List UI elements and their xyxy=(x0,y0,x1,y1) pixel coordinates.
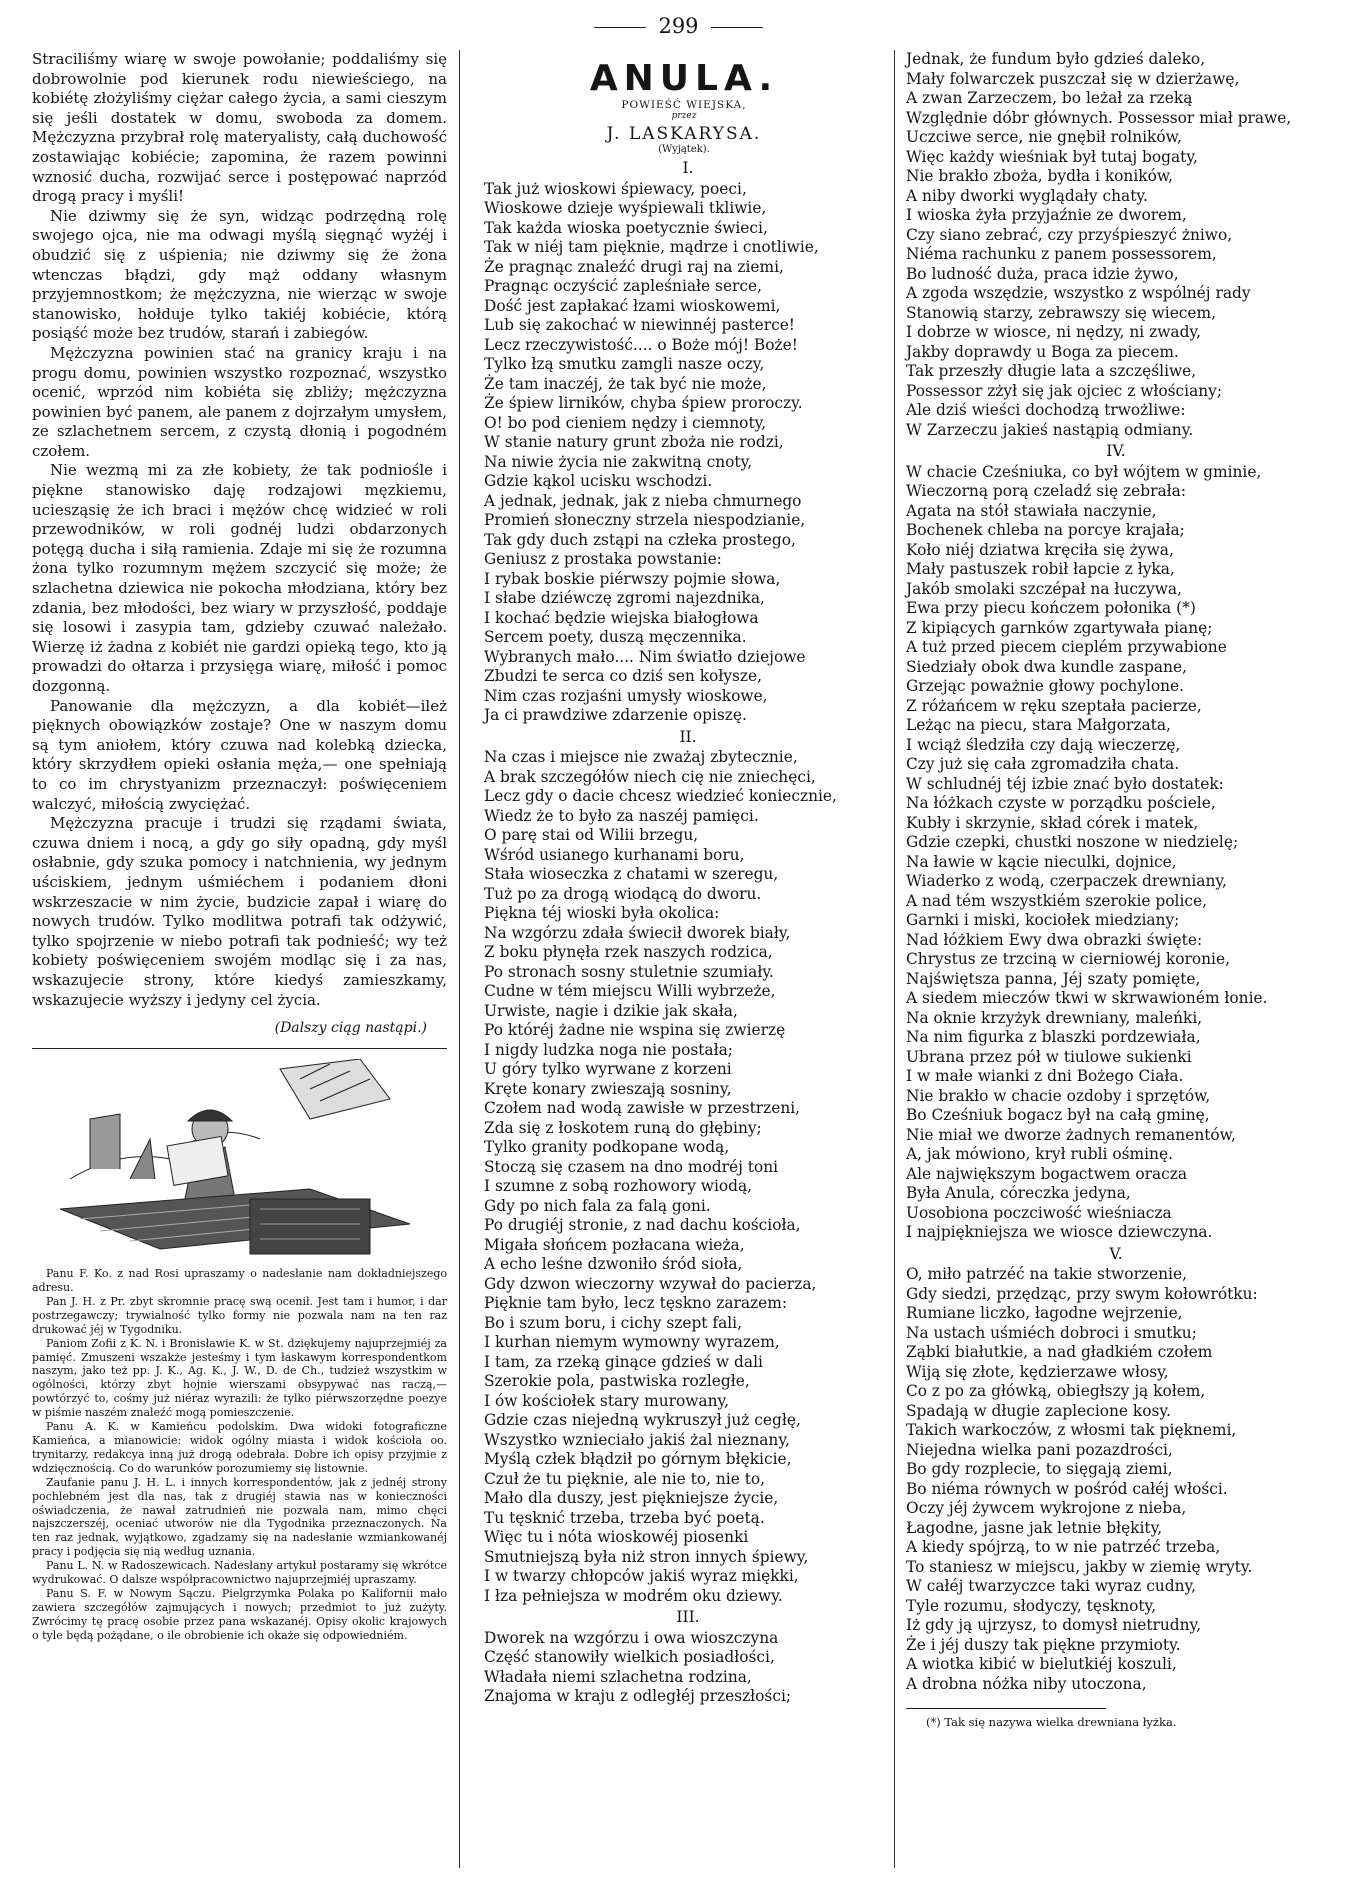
verse-line: I dobrze w wiosce, ni nędzy, ni zwady, xyxy=(906,323,1201,341)
verse-line: Tylko granity podkopane wodą, xyxy=(484,1138,730,1156)
section-number: IV. xyxy=(1106,442,1126,460)
verse-line: Bochenek chleba na porcye krajała; xyxy=(906,521,1185,539)
paragraph: Mężczyzna pracuje i trudzi się rządami świata, czuwa dniem i nocą, a gdy go siły opadną, gdy myśl osłabnie, gdy szuka pomocy i natchnienia, wy jednym uściskiem, jednym uśmiéchem i podaniem dłoni wskrzeszacie w nim życie, budzicie zapał i wiarę do nowych trudów. Tylko modlitwa potrafi tak odżywić, tylko spojrzenie w niebo potrafi tak podnieść; wy też kobiety poświęceniem swojém modląc się i za nas, wskazujecie strony, które kiedyś zamieszkamy, wskazujecie wyższy i jedyny cel życia. xyxy=(32,814,447,1009)
verse-line: A echo leśne dzwoniło śród sioła, xyxy=(484,1255,743,1273)
verse-line: I szumne z sobą rozhowory wiodą, xyxy=(484,1177,753,1195)
verse-line: Czuł że tu pięknie, ale nie to, nie to, xyxy=(484,1469,766,1488)
verse-line: W chacie Cześniuka, co był wójtem w gminie, xyxy=(906,462,1262,481)
verse-line: A jednak, jednak, jak z nieba chmurnego xyxy=(484,491,802,510)
verse-line: Bo Cześniuk bogacz był na całą gminę, xyxy=(906,1106,1210,1124)
verse-line: A niby dworki wyglądały chaty. xyxy=(906,186,1148,205)
note: Panu L. N. w Radoszewicach. Nadesłany artykuł postaramy się wkrótce wydrukować. O dalsze współpracownictwo najuprzejmiéj upraszamy. xyxy=(32,1559,447,1587)
verse-line: Ale dziś wieści dochodzą trwożliwe: xyxy=(906,401,1186,419)
verse-line: Wiaderko z wodą, czerpaczek drewniany, xyxy=(906,872,1227,890)
section-number: I. xyxy=(682,159,694,177)
verse-line: O, miło patrzéć na takie stworzenie, xyxy=(906,1265,1187,1283)
verse-line: Ząbki białutkie, a nad gładkiém czołem xyxy=(906,1343,1213,1361)
verse-line: Promień słoneczny strzela niespodzianie, xyxy=(484,511,806,529)
verse-line: Migała słońcem pozłacana wieża, xyxy=(484,1235,745,1254)
verse-line: Takich warkoczów, z włosmi tak pięknemi, xyxy=(906,1421,1237,1439)
excerpt-note: (Wyjątek). xyxy=(658,144,710,155)
verse-line: Z boku płynęła rzek naszych rodzica, xyxy=(484,943,773,961)
author: J. LASKARYSA. xyxy=(606,124,762,144)
verse-line: Po stronach sosny stuletnie szumiały. xyxy=(484,962,774,981)
verse-line: Wybranych mało.... Nim światło dziejowe xyxy=(484,647,806,666)
poem-title: ANULA. xyxy=(589,58,779,99)
verse-line: Cudne w tém miejscu Willi wybrzeże, xyxy=(484,982,776,1000)
footnote: (*) Tak się nazywa wielka drewniana łyżka. xyxy=(926,1715,1177,1729)
verse-line: Koło niéj dziatwa kręciła się żywa, xyxy=(906,540,1174,559)
verse-line: Ale największym bogactwem oracza xyxy=(906,1164,1188,1183)
verse-line: Chrystus ze trzciną w cierniowéj koronie, xyxy=(906,950,1230,968)
verse-line: Mały folwarczek puszczał się w dzierżawę, xyxy=(906,69,1240,88)
verse-line: I tam, za rzeką ginące gdzieś w dali xyxy=(484,1352,763,1371)
verse-line: Rumiane liczko, łagodne wejrzenie, xyxy=(906,1304,1183,1322)
verse-line: I wioska żyła przyjaźnie ze dworem, xyxy=(906,206,1187,224)
verse-line: Tyle rozumu, słodyczy, tęsknoty, xyxy=(906,1596,1157,1615)
paragraph: Straciliśmy wiarę w swoje powołanie; poddaliśmy się dobrowolnie pod kierunek rodu niewieściego, na kobiétę złożyliśmy ciężar całego życia, a sami cieszym się jeśli dostatek w domu, swoboda za domem. Mężczyzna przybrał rolę materyalisty, całą duchowość zostawiając kobiécie; zapomina, że razem powinni wznosić ducha, rozwijać serce i postępować naprzód drogą pracy i myśli! xyxy=(32,50,447,206)
verse-line: Uosobiona poczciwość wieśniacza xyxy=(906,1203,1172,1222)
note: Pan J. H. z Pr. zbyt skromnie pracę swą ocenił. Jest tam i humor, i dar postrzegawczy; trywialność tylko formy nie pozwala nam na ten raz drukować jéj w Tygodniku. xyxy=(32,1294,447,1336)
verse-line: I wciąż śledziła czy dają wieczerzę, xyxy=(906,735,1181,754)
verse-line: A zwan Zarzeczem, bo leżał za rzeką xyxy=(906,89,1193,107)
verse-line: Tak każda wioska poetycznie świeci, xyxy=(484,218,768,237)
verse-line: Łagodne, jasne jak letnie błękity, xyxy=(906,1518,1163,1537)
by-line: przez xyxy=(671,111,697,121)
verse-line: Tak w niéj tam pięknie, mądrze i cnotliwie, xyxy=(484,238,819,256)
verse-line: Lecz gdy o dacie chcesz wiedzieć koniecznie, xyxy=(484,787,837,805)
paragraph: Panowanie dla mężczyzn, a dla kobiét—ileż pięknych obowiązków zostaje? One w naszym domu są tym aniołem, który czuwa nad kolebką dziecka, który skrzydłem opieki osłania męża,— one spełniają to co im chrystyanizm przeznaczył: poświęceniem walczyć, miłością zwyciężać. xyxy=(32,696,447,813)
middle-column xyxy=(476,50,892,1707)
verse-line: Czy już się cała zgromadziła chata. xyxy=(906,755,1180,773)
verse-line: Że tam inaczéj, że tak być nie może, xyxy=(484,374,767,393)
verse-line: Smutniejszą była niż stron innych śpiewy, xyxy=(484,1547,809,1566)
verse-line: I w twarzy chłopców jakiś wyraz miękki, xyxy=(484,1567,799,1585)
section-number: V. xyxy=(1109,1244,1123,1263)
right-column xyxy=(906,50,1326,1729)
verse-line: Z kipiących garnków zgartywała pianę; xyxy=(906,618,1213,637)
verse-line: Lecz rzeczywistość.... o Boże mój! Boże! xyxy=(484,335,798,354)
verse-line: O! bo pod cieniem nędzy i ciemnoty, xyxy=(484,413,767,432)
verse-line: Więc tu i nóta wioskowéj piosenki xyxy=(484,1528,749,1546)
verse-line: Gdy siedzi, przędząc, przy swym kołowrótku: xyxy=(906,1284,1258,1303)
verse-line: A brak szczegółów niech cię nie zniechęci, xyxy=(484,767,816,786)
verse-line: Iż gdy ją ujrzysz, to domysł nietrudny, xyxy=(906,1616,1202,1634)
note: Zaufanie panu J. H. L. i innych korrespondentów, jak z jednéj strony pochlebném jest dla nas, tak z drugiéj stawia nas w konieczności oświadczenia, że nawał zatrudnień nie pozwala nam, mimo chęci najszczerszéj, oceniać utworów nie dla Tygodnika przeznaczonych. Na ten raz jednak, wyjątkowo, zgadzamy się na nadesłanie wzmiankowanéj pracy i podjęcia się nią według uznania. xyxy=(32,1475,447,1559)
verse-line: Nie miał we dworze żadnych remanentów, xyxy=(906,1125,1236,1144)
verse-line: Na nim figurka z blaszki pordzewiała, xyxy=(906,1028,1201,1046)
verse-line: Więc każdy wieśniak był tutaj bogaty, xyxy=(906,147,1198,166)
verse-line: Że śpiew lirników, chyba śpiew proroczy. xyxy=(484,394,803,412)
verse-line: Lub się zakochać w niewinnéj pasterce! xyxy=(484,316,795,334)
verse-line: Mało dla duszy, jest piękniejsze życie, xyxy=(484,1489,779,1507)
verse-line: Na niwie życia nie zakwitną cnoty, xyxy=(484,452,753,471)
verse-line: Sercem poety, duszą męczennika. xyxy=(484,628,747,646)
column-rule xyxy=(459,50,460,1868)
verse-line: I kochać będzie wiejska białogłowa xyxy=(484,608,759,627)
verse-line: Najświętsza panna, Jéj szaty pomięte, xyxy=(906,969,1201,988)
poem-verse xyxy=(906,50,1326,1694)
verse-line: I najpiękniejsza we wiosce dziewczyna. xyxy=(906,1223,1213,1241)
verse-line: Siedziały obok dwa kundle zaspane, xyxy=(906,657,1187,676)
verse-line: Tak gdy duch zstąpi na człeka prostego, xyxy=(484,530,796,549)
verse-line: Część stanowiły wielkich posiadłości, xyxy=(484,1648,775,1666)
verse-line: Była Anula, córeczka jedyna, xyxy=(906,1184,1131,1202)
divider xyxy=(32,1048,447,1049)
verse-line: Czy siano zebrać, czy przyśpieszyć żniwo, xyxy=(906,225,1233,244)
verse-line: Geniusz z prostaka powstanie: xyxy=(484,550,722,568)
note: Panu S. F. w Nowym Sączu. Pielgrzymka Polaka po Kalifornii mało zawiera szczegółów zajmujących i nowych; przedmiot to już zużyty. Zwrócimy tę pracę osobie przez pana wskazanéj. Opisy okolic krajowych o tyle będą pożądane, o ile obrobienie ich okaże się odpowiedniém. xyxy=(32,1586,447,1642)
verse-line: I kurhan niemym wymowny wyrazem, xyxy=(484,1333,780,1351)
verse-line: Po któréj żadne nie wspina się zwierzę xyxy=(484,1021,786,1039)
verse-line: Tak przeszły długie lata a szczęśliwe, xyxy=(906,362,1197,380)
verse-line: Urwiste, nagie i dzikie jak skała, xyxy=(484,1001,738,1020)
verse-line: Na łóżkach czyste w porządku pościele, xyxy=(906,794,1216,812)
verse-line: Z różańcem w ręku szeptała pacierze, xyxy=(906,696,1202,715)
verse-line: Nad łóżkiem Ewy dwa obrazki święte: xyxy=(906,930,1203,949)
verse-line: Na czas i miejsce nie zważaj zbytecznie, xyxy=(484,748,798,766)
verse-line: A siedem mieczów tkwi w skrwawioném łonie. xyxy=(906,989,1268,1007)
verse-line: Wiedz że to było za naszéj pamięci. xyxy=(484,806,759,825)
verse-line: Tu tęsknić trzeba, trzeba być poetą. xyxy=(484,1508,765,1527)
verse-line: Na oknie krzyżyk drewniany, maleńki, xyxy=(906,1008,1203,1027)
verse-line: Ubrana przez pół w tiulowe sukienki xyxy=(906,1047,1192,1066)
verse-line: Nim czas rozjaśni umysły wioskowe, xyxy=(484,686,768,705)
verse-line: Jakby doprawdy u Boga za piecem. xyxy=(906,342,1179,361)
verse-line: A kiedy spójrzą, to w nie patrzéć trzeba, xyxy=(906,1538,1221,1556)
verse-line: Wiją się złote, kędzierzawe włosy, xyxy=(906,1362,1169,1381)
editorial-notes xyxy=(32,1267,447,1642)
verse-line: Niejedna wielka pani pozazdrości, xyxy=(906,1440,1173,1459)
verse-line: Bo gdy rozplecie, to sięgają ziemi, xyxy=(906,1460,1173,1478)
section-number: III. xyxy=(676,1608,700,1626)
verse-line: I łza pełniejsza w modrém oku dziewy. xyxy=(484,1586,783,1605)
poem-verse xyxy=(476,159,892,1707)
note: Paniom Zofii z K. N. i Bronisławie K. w St. dziękujemy najuprzejmiéj za pamięć. Zmuszeni wszakże jesteśmy i tym łaskawym korrespondentkom naszym, jako też pp. J. K., Ag. K., J. W., D. de Ch., tudzież wszystkim w ogólności, którzy zbyt hojnie wierszami obsypywać nas raczą,— powtórzyć to, cośmy już niéraz wyrazili: że tylko piérwszorzędne poezye w piśmie naszém znaleźć mogą pomieszczenie. xyxy=(32,1336,447,1420)
verse-line: Uczciwe serce, nie gnębił rolników, xyxy=(906,128,1182,146)
verse-line: Jakób smolaki szczépał na łuczywa, xyxy=(906,579,1182,598)
verse-line: Władała niemi szlachetna rodzina, xyxy=(484,1667,752,1686)
verse-line: I w małe wianki z dni Bożego Ciała. xyxy=(906,1067,1184,1085)
verse-line: W Zarzeczu jakieś nastąpią odmiany. xyxy=(906,420,1194,439)
engraving-man-reading xyxy=(60,1059,420,1259)
verse-line: Stanowią starzy, zebrawszy się wiecem, xyxy=(906,303,1217,322)
verse-line: Wieczorną porą czeladź się zebrała: xyxy=(906,482,1187,500)
page-number: 299 xyxy=(0,14,1357,38)
verse-line: Possessor zżył się jak ojciec z włościany; xyxy=(906,381,1223,400)
footnote-rule xyxy=(906,1708,1106,1709)
verse-line: Nie brakło w chacie ozdoby i sprzętów, xyxy=(906,1086,1211,1105)
note: Panu F. Ko. z nad Rosi upraszamy o nadesłanie nam dokładniejszego adresu. xyxy=(32,1267,447,1294)
verse-line: Tuż po za drogą wiodącą do dworu. xyxy=(484,884,762,903)
verse-line: Że pragnąc znaleźć drugi raj na ziemi, xyxy=(484,257,784,276)
verse-line: Szerokie pola, pastwiska rozległe, xyxy=(484,1372,750,1390)
paragraph: Nie wezmą mi za złe kobiety, że tak podniośle i piękne stanowisko daję rodzajowi męzkiemu, uciesząsię że ich braci i mężów chcę widzieć w roli przewodników, w roli godnéj ludzi obdarzonych potęgą ducha i siłą ramienia. Zdaje mi się że rozumna żona tylko rozumnym mężem szczycić się może; że szlachetna dziewica nie pokocha młodziana, który bez zdania, bez młodości, bez wiary w przyszłość, poddaje się losowi i zasypia tam, gdzieby czuwać należało. Wierzę iż żadna z kobiét nie gardzi opieką tego, kto ją prowadzi do ołtarza i przysięga wiarę, miłość i pomoc dozgonną. xyxy=(32,461,447,695)
verse-line: Wśród usianego kurhanami boru, xyxy=(484,845,745,864)
verse-line: Że i jéj duszy tak piękne przymioty. xyxy=(906,1635,1181,1654)
verse-line: Agata na stół stawiała naczynie, xyxy=(906,501,1157,520)
verse-line: Tylko łzą smutku zamgli nasze oczy, xyxy=(484,355,765,373)
column-rule xyxy=(894,50,895,1868)
verse-line: O parę stai od Wilii brzegu, xyxy=(484,826,699,844)
verse-line: I nigdy ludzka noga nie postała; xyxy=(484,1040,733,1059)
verse-line: Po drugiéj stronie, z nad dachu kościoła, xyxy=(484,1216,801,1234)
verse-line: Bo ludność duża, praca idzie żywo, xyxy=(906,264,1179,283)
left-column xyxy=(32,50,447,1643)
verse-line: Czołem nad wodą zawisłe w przestrzeni, xyxy=(484,1099,801,1117)
verse-line: Na ławie w kącie nieculki, dojnice, xyxy=(906,852,1177,871)
verse-line: A, jak mówiono, krył rubli ośminę. xyxy=(906,1145,1173,1163)
verse-line: Na ustach uśmiéch dobroci i smutku; xyxy=(906,1323,1197,1342)
verse-line: A tuż przed piecem cieplém przywabione xyxy=(906,638,1227,656)
verse-line: Grzejąc poważnie głowy pochylone. xyxy=(906,677,1185,695)
verse-line: Niéma rachunku z panem possessorem, xyxy=(906,245,1217,263)
verse-line: Zda się z łoskotem runą do głębiny; xyxy=(484,1118,762,1137)
verse-line: Leżąc na piecu, stara Małgorzata, xyxy=(906,716,1171,734)
verse-line: Wioskowe dzieje wyśpiewali tkliwie, xyxy=(484,199,767,217)
verse-line: A drobna nóżka niby utoczona, xyxy=(906,1674,1147,1693)
verse-line: Dworek na wzgórzu i owa wioszczyna xyxy=(484,1628,779,1647)
verse-line: Nie brakło zboża, bydła i koników, xyxy=(906,167,1174,185)
verse-line: Ewa przy piecu kończem połonika (*) xyxy=(906,599,1196,617)
verse-line: W całéj twarzyczce taki wyraz cudny, xyxy=(906,1577,1197,1595)
verse-line: Kręte konary zwieszają sosniny, xyxy=(484,1079,732,1098)
verse-line: Pięknie tam było, lecz tęskno zarazem: xyxy=(484,1294,788,1312)
paragraph: Nie dziwmy się że syn, widząc podrzędną rolę swojego ojca, nie ma odwagi myślą sięgnąć wyżéj i obudzić się z uśpienia; nie dziwmy się że żona wtenczas błądzi, gdy mąż oddany własnym przyjemnostkom; że mężczyzna, nie wierząc w swoje stanowisko, hołduje tylko takiéj kobiécie, którą posiąść może bez trudów, starań i zabiegów. xyxy=(32,206,447,343)
verse-line: Gdy dzwon wieczorny wzywał do pacierza, xyxy=(484,1274,817,1293)
verse-line: To staniesz w miejscu, jakby w ziemię wryty. xyxy=(906,1557,1253,1576)
verse-line: Kubły i skrzynie, skład córek i matek, xyxy=(906,813,1199,832)
verse-line: A zgoda wszędzie, wszystko z wspólnéj rady xyxy=(906,284,1251,302)
verse-line: Znajoma w kraju z odległéj przeszłości; xyxy=(484,1687,792,1705)
verse-line: Spadają w długie zaplecione kosy. xyxy=(906,1401,1171,1420)
verse-line: U góry tylko wyrwane z korzeni xyxy=(484,1060,732,1078)
verse-line: W stanie natury grunt zboża nie rodzi, xyxy=(484,433,784,451)
verse-line: Pragnąc oczyścić zapleśniałe serce, xyxy=(484,277,763,295)
verse-line: Bo niéma równych w pośród całéj włości. xyxy=(906,1479,1228,1498)
verse-line: W schludnéj téj izbie znać było dostatek: xyxy=(906,774,1224,793)
verse-line: A wiotka kibić w bielutkiéj koszuli, xyxy=(906,1655,1177,1673)
verse-line: Na wzgórzu zdała świecił dworek biały, xyxy=(484,923,791,942)
verse-line: Tak już wioskowi śpiewacy, poeci, xyxy=(484,179,747,198)
note: Panu A. K. w Kamieńcu podolskim. Dwa widoki fotograficzne Kamieńca, a mianowicie: widok ogólny miasta i widok kościoła oo. trynitarzy, redakcya inną już drogą odebrała. Dobre ich opisy przyjmie z wdzięcznością. Co do warunków porozumiemy się listownie. xyxy=(32,1420,447,1475)
verse-line: A nad tém wszystkiém szerokie police, xyxy=(906,891,1207,910)
continued-note: (Dalszy ciąg nastąpi.) xyxy=(274,1020,427,1037)
verse-line: Zbudzi te serca co dziś sen kołysze, xyxy=(484,667,763,685)
verse-line: Co z po za główką, obiegłszy ją kołem, xyxy=(906,1382,1206,1400)
verse-line: Dość jest zapłakać łzami wioskowemi, xyxy=(484,296,781,315)
verse-line: Stoczą się czasem na dno modréj toni xyxy=(484,1157,779,1176)
poem-subtitle: POWIEŚĆ WIEJSKA, xyxy=(621,99,747,111)
verse-line: Wszystko wznieciało jakiś żal nieznany, xyxy=(484,1430,790,1449)
verse-line: I rybak boskie piérwszy pojmie słowa, xyxy=(484,569,781,588)
verse-line: Gdzie kąkol ucisku wschodzi. xyxy=(484,472,713,490)
verse-line: Jednak, że fundum było gdzieś daleko, xyxy=(906,50,1206,68)
verse-line: Gdy po nich fala za falą goni. xyxy=(484,1196,711,1215)
verse-line: I słabe dziéwczę zgromi najezdnika, xyxy=(484,589,765,607)
verse-line: Garnki i miski, kociołek miedziany; xyxy=(906,911,1180,929)
verse-line: Oczy jéj żywcem wykrojone z nieba, xyxy=(906,1499,1187,1517)
verse-line: Myślą człek błądził po górnym błękicie, xyxy=(484,1450,792,1468)
paragraph: Mężczyzna powinien stać na granicy kraju i na progu domu, powinien wszystko rozpoznać, wszystko ocenić, wprzód nim kobiéta się zbliży; mężczyzna powinien być panem, ale panem z dojrzałym umysłem, ze szlachetnem sercem, z czystą dłonią i pogodném czołem. xyxy=(32,343,447,460)
verse-line: I ów kościołek stary murowany, xyxy=(484,1391,730,1410)
section-number: II. xyxy=(679,727,697,746)
verse-line: Piękna téj wioski była okolica: xyxy=(484,904,720,922)
verse-line: Ja ci prawdziwe zdarzenie opiszę. xyxy=(484,706,747,724)
verse-line: Mały pastuszek robił łapcie z łyka, xyxy=(906,560,1175,578)
verse-line: Gdzie czepki, chustki noszone w niedzielę; xyxy=(906,833,1239,851)
verse-line: Gdzie czas niejedną wykruszył już cegłę, xyxy=(484,1411,801,1429)
verse-line: Bo i szum boru, i cichy szept fali, xyxy=(484,1313,742,1332)
article-text xyxy=(32,50,447,1010)
verse-line: Względnie dóbr głównych. Possessor miał prawe, xyxy=(906,108,1292,127)
verse-line: Stała wioseczka z chatami w szeregu, xyxy=(484,865,779,883)
